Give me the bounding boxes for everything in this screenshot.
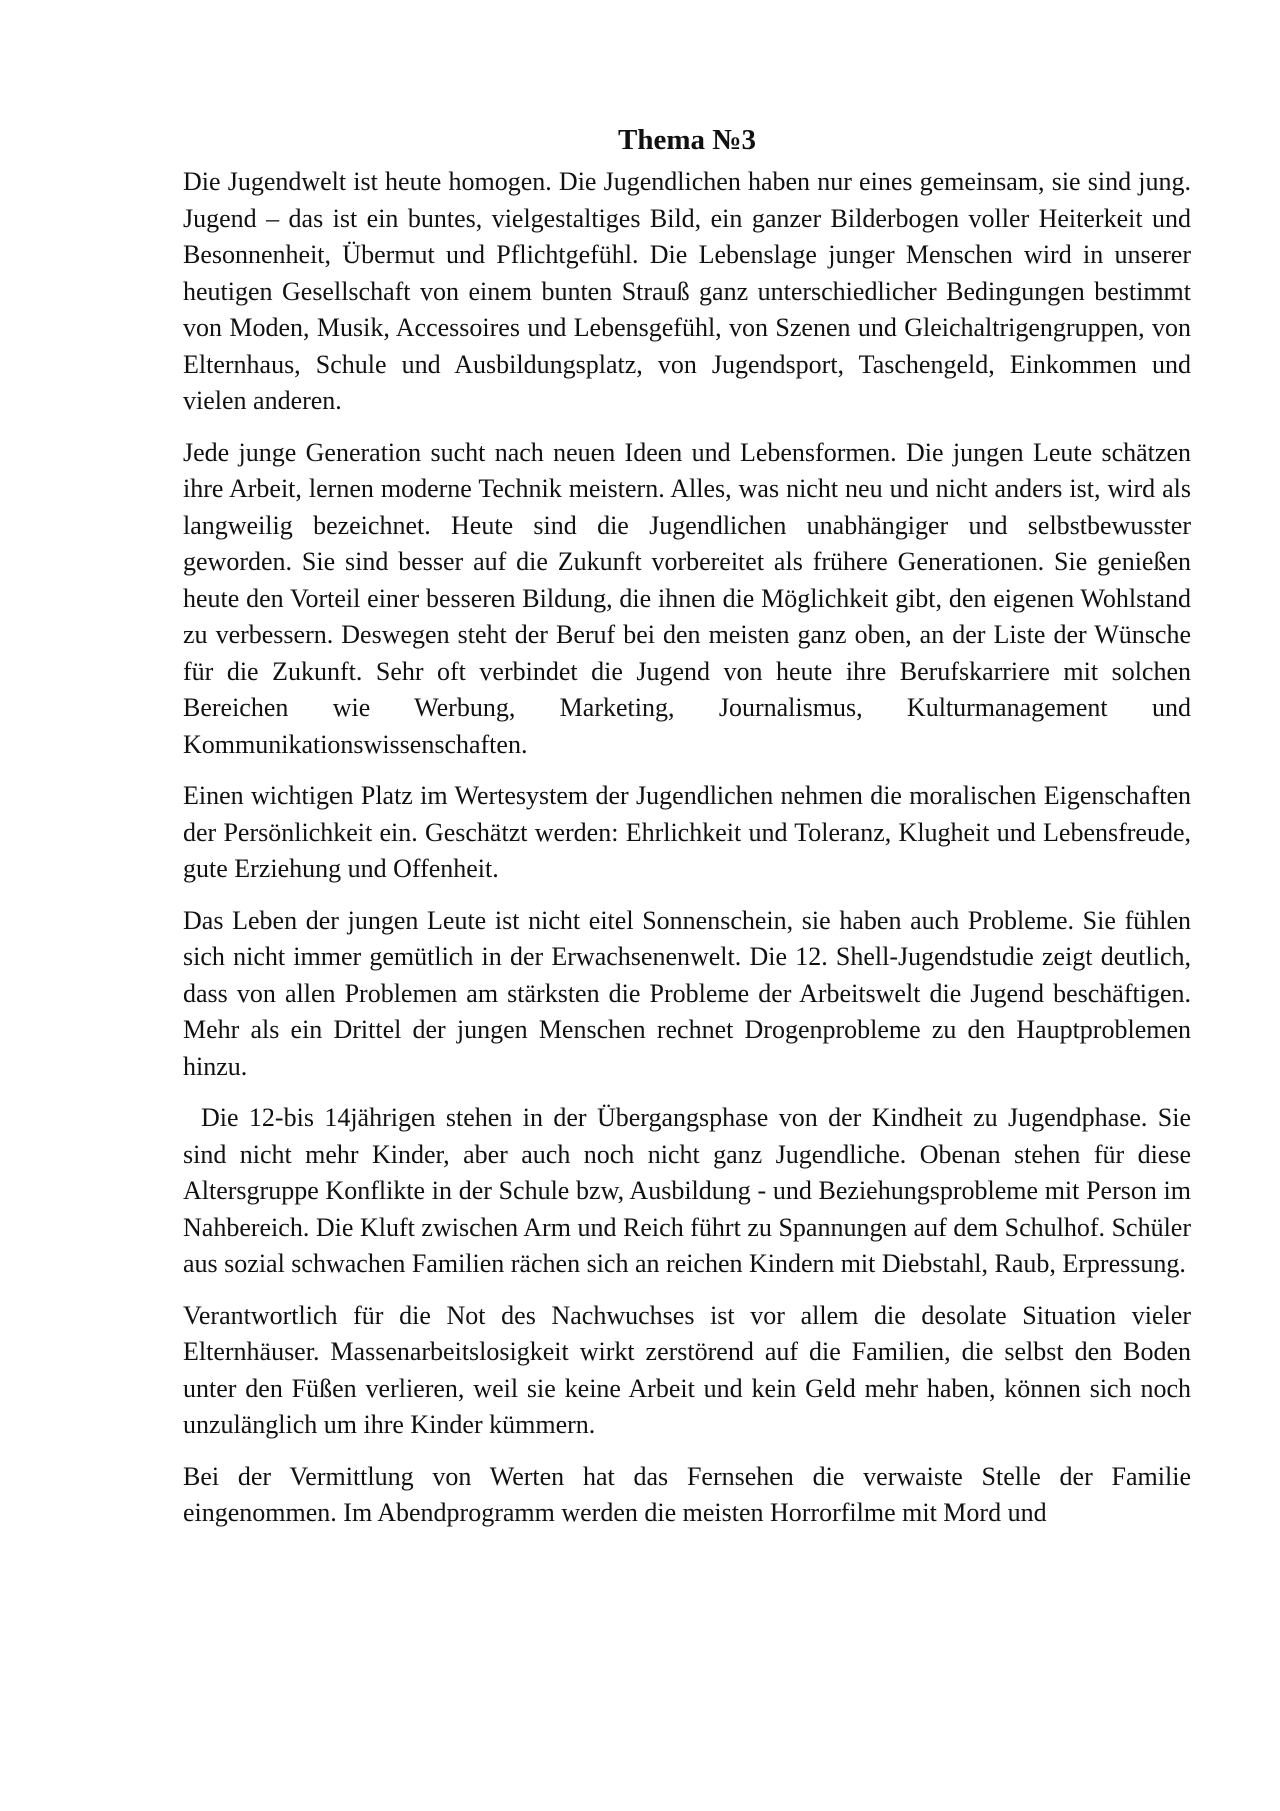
- paragraph-5: Die 12-bis 14jährigen stehen in der Übergangsphase von der Kindheit zu Jugendphase. Sie sind nicht mehr Kinder, aber auch noch nicht ganz Jugendliche. Obenan stehen für diese Altersgruppe Konflikte in der Schule bzw, Ausbildung - und Beziehungsprobleme mit Person im Nahbereich. Die Kluft zwischen Arm und Reich führt zu Spannungen auf dem Schulhof. Schüler aus sozial schwachen Familien rächen sich an reichen Kindern mit Diebstahl, Raub, Erpressung.: [183, 1103, 1191, 1278]
- paragraph-6: Verantwortlich für die Not des Nachwuchses ist vor allem die desolate Situation vieler Elternhäuser. Massenarbeitslosigkeit wirkt zerstörend auf die Familien, die selbst den Boden unter den Füßen verlieren, weil sie keine Arbeit und kein Geld mehr haben, können sich noch unzulänglich um ihre Kinder kümmern.: [183, 1300, 1191, 1439]
- paragraph-7: Bei der Vermittlung von Werten hat das Fernsehen die verwaiste Stelle der Familie eingenommen. Im Abendprogramm werden die meisten Horrorfilme mit Mord und: [183, 1461, 1191, 1527]
- paragraph-2: Jede junge Generation sucht nach neuen Ideen und Lebensformen. Die jungen Leute schätzen ihre Arbeit, lernen moderne Technik meistern. Alles, was nicht neu und nicht anders ist, wird als langweilig bezeichnet. Heute sind die Jugendlichen unabhängiger und selbstbewusster geworden. Sie sind besser auf die Zukunft vorbereitet als frühere Generationen. Sie genießen heute den Vorteil einer besseren Bildung, die ihnen die Möglichkeit gibt, den eigenen Wohlstand zu verbessern. Deswegen steht der Beruf bei den meisten ganz oben, an der Liste der Wünsche für die Zukunft. Sehr oft verbindet die Jugend von heute ihre Berufskarriere mit solchen Bereichen wie Werbung, Marketing, Journalismus, Kulturmanagement und Kommunikationswissenschaften.: [183, 437, 1191, 759]
- document-body: [183, 120, 1191, 1547]
- document-title: Thema №3: [618, 124, 756, 156]
- paragraph-4: Das Leben der jungen Leute ist nicht eitel Sonnenschein, sie haben auch Probleme. Sie fühlen sich nicht immer gemütlich in der Erwachsenenwelt. Die 12. Shell-Jugendstudie zeigt deutlich, dass von allen Problemen am stärksten die Probleme der Arbeitswelt die Jugend beschäftigen. Mehr als ein Drittel der jungen Menschen rechnet Drogenprobleme zu den Hauptproblemen hinzu.: [183, 905, 1191, 1081]
- paragraph-3: Einen wichtigen Platz im Wertesystem der Jugendlichen nehmen die moralischen Eigenschaften der Persönlichkeit ein. Geschätzt werden: Ehrlichkeit und Toleranz, Klugheit und Lebensfreude, gute Erziehung und Offenheit.: [183, 781, 1191, 883]
- paragraph-1: Die Jugendwelt ist heute homogen. Die Jugendlichen haben nur eines gemeinsam, sie sind jung. Jugend – das ist ein buntes, vielgestaltiges Bild, ein ganzer Bilderbogen voller Heiterkeit und Besonnenheit, Übermut und Pflichtgefühl. Die Lebenslage junger Menschen wird in unserer heutigen Gesellschaft von einem bunten Strauß ganz unterschiedlicher Bedingungen bestimmt von Moden, Musik, Accessoires und Lebensgefühl, von Szenen und Gleichaltrigengruppen, von Elternhaus, Schule und Ausbildungsplatz, von Jugendsport, Taschengeld, Einkommen und vielen anderen.: [183, 167, 1191, 415]
